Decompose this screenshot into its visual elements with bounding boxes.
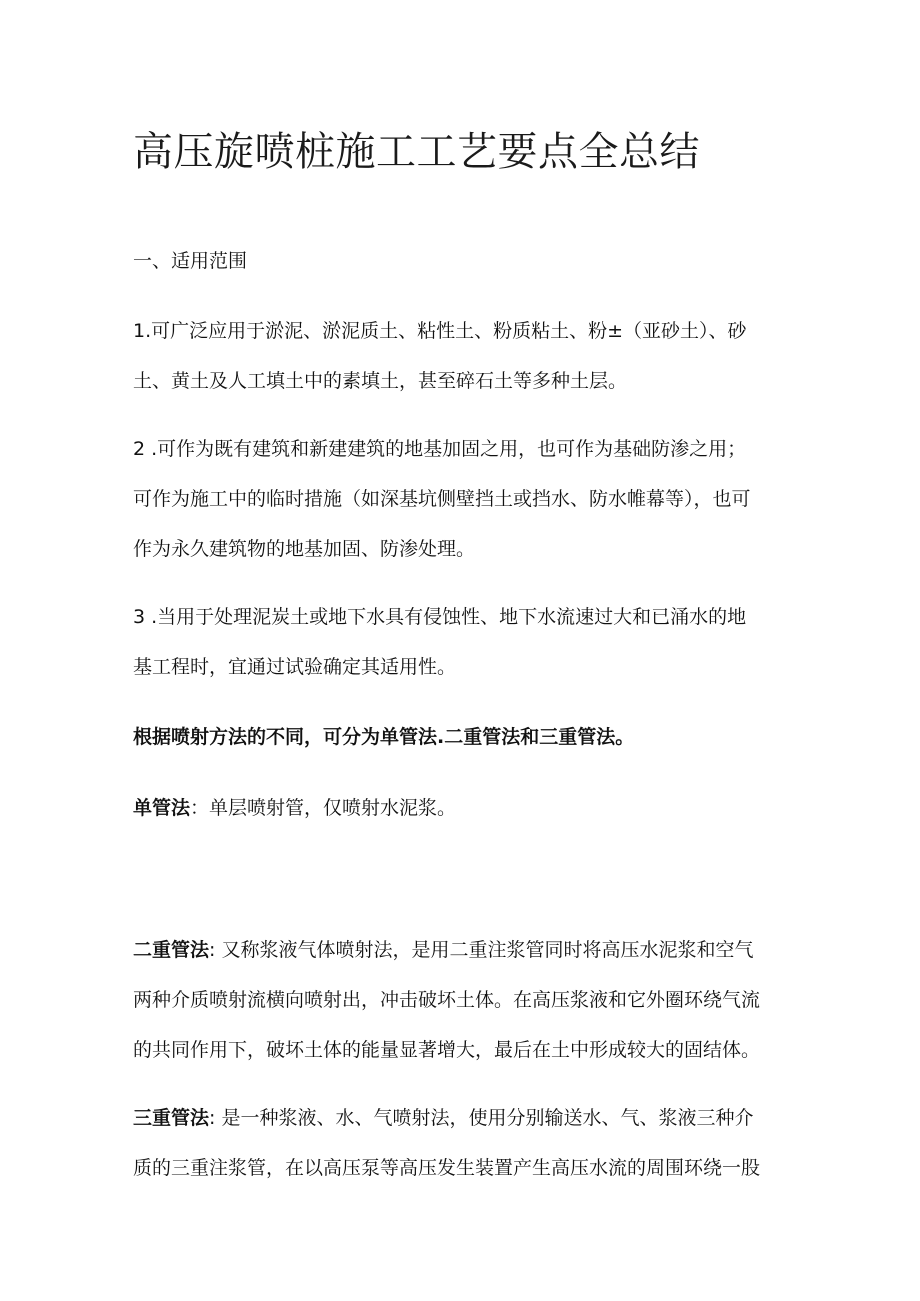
paragraph-line: 的共同作用下，破坏土体的能量显著增大，最后在土中形成较大的固结体。 (133, 1039, 761, 1061)
triple-pipe-label: 三重管法 (133, 1107, 210, 1129)
page-title: 高压旋喷桩施工工艺要点全总结 (133, 129, 700, 175)
paragraph-line: 作为永久建筑物的地基加固、防渗处理。 (133, 538, 476, 560)
paragraph-item-2 (133, 424, 797, 574)
triple-pipe-text: : 是一种浆液、水、气喷射法，使用分别输送水、气、浆液三种介 (209, 1107, 754, 1129)
single-pipe-method (133, 783, 797, 833)
double-pipe-method (133, 925, 797, 1075)
double-pipe-text: : 又称浆液气体喷射法，是用二重注浆管同时将高压水泥浆和空气 (209, 939, 754, 961)
paragraph-line: 3 .当用于处理泥炭土或地下水具有侵蚀性、地下水流速过大和已涌水的地 (133, 606, 747, 628)
single-pipe-text: ：单层喷射管，仅喷射水泥浆。 (190, 797, 457, 819)
paragraph-line: 基工程时，宜通过试验确定其适用性。 (133, 656, 457, 678)
single-pipe-label: 单管法 (133, 797, 191, 819)
paragraph-item-3 (133, 592, 797, 692)
triple-pipe-method (133, 1093, 797, 1193)
triple-pipe-line (133, 1093, 797, 1143)
paragraph-line: 可作为施工中的临时措施（如深基坑侧壁挡土或挡水、防水帷幕等），也可 (133, 488, 751, 510)
paragraph-item-1 (133, 306, 797, 406)
paragraph-line: 1.可广泛应用于淤泥、淤泥质土、粘性土、粉质粘土、粉±（亚砂土）、砂 (133, 320, 747, 342)
paragraph-line: 土、黄土及人工填土中的素填土，甚至碎石土等多种土层。 (133, 370, 628, 392)
section-heading (133, 236, 797, 286)
methods-intro-text: 根据喷射方法的不同，可分为单管法.二重管法和三重管法。 (133, 726, 635, 748)
paragraph-line: 质的三重注浆管，在以高压泵等高压发生装置产生高压水流的周围环绕一股 (133, 1157, 761, 1179)
paragraph-line: 2 .可作为既有建筑和新建建筑的地基加固之用，也可作为基础防渗之用； (133, 438, 747, 460)
section-heading-text: 一、适用范围 (133, 250, 248, 272)
double-pipe-label: 二重管法 (133, 939, 210, 961)
paragraph-line: 两种介质喷射流横向喷射出，冲击破坏土体。在高压浆液和它外圈环绕气流 (133, 989, 761, 1011)
double-pipe-line (133, 925, 797, 975)
methods-intro (133, 712, 797, 762)
single-pipe-line (133, 783, 797, 833)
